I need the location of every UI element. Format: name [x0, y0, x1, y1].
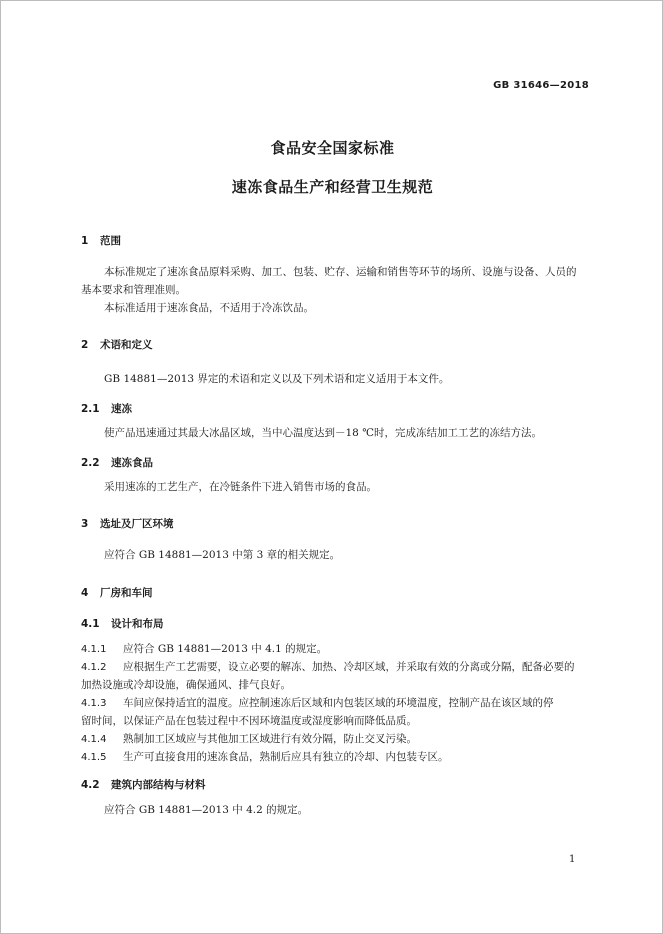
section-1-paragraph-1-cont: 基本要求和管理准则。: [81, 284, 186, 296]
section-2-2-heading: [81, 455, 153, 470]
section-title: 速冻食品: [111, 457, 153, 469]
clause-text: 车间应保持适宜的温度。应控制速冻后区域和内包装区域的环境温度，控制产品在该区域的停: [123, 697, 554, 709]
section-title: 速冻: [111, 403, 132, 415]
page-number: 1: [569, 854, 576, 865]
clause-4-1-3-cont: 留时间，以保证产品在包装过程中不因环境温度或湿度影响而降低品质。: [81, 715, 417, 727]
standard-number: GB 31646—2018: [493, 80, 589, 91]
section-number: 2: [81, 339, 89, 351]
clause-number: 4.1.4: [81, 734, 107, 745]
clause-4-1-4: [81, 731, 417, 746]
section-title: 术语和定义: [100, 339, 153, 351]
section-number: 4.2: [81, 779, 100, 791]
section-number: 4.1: [81, 618, 100, 630]
section-3-heading: [81, 516, 174, 531]
section-number: 1: [81, 235, 89, 247]
clause-4-1-3: [81, 695, 554, 710]
section-number: 2.1: [81, 403, 100, 415]
clause-4-1-1: [81, 641, 327, 656]
section-3-paragraph: 应符合 GB 14881—2013 中第 3 章的相关规定。: [104, 549, 341, 561]
section-title: 建筑内部结构与材料: [111, 779, 206, 791]
section-1-paragraph-2: 本标准适用于速冻食品，不适用于冷冻饮品。: [104, 302, 314, 314]
section-2-heading: [81, 337, 153, 352]
document-title-line1: 食品安全国家标准: [270, 139, 395, 157]
clause-text: 应根据生产工艺需要，设立必要的解冻、加热、冷却区域，并采取有效的分离或分隔，配备必要的: [123, 661, 575, 673]
section-4-2-paragraph: 应符合 GB 14881—2013 中 4.2 的规定。: [104, 804, 309, 816]
clause-number: 4.1.1: [81, 644, 107, 655]
section-title: 设计和布局: [111, 618, 164, 630]
clause-text: 生产可直接食用的速冻食品，熟制后应具有独立的冷却、内包装专区。: [123, 751, 449, 763]
clause-number: 4.1.5: [81, 752, 107, 763]
clause-text: 熟制加工区域应与其他加工区域进行有效分隔，防止交叉污染。: [123, 733, 417, 745]
section-title: 范围: [100, 235, 121, 247]
section-1-heading: [81, 233, 121, 248]
clause-4-1-2: [81, 659, 575, 674]
section-4-heading: [81, 585, 153, 600]
section-number: 3: [81, 518, 89, 530]
section-number: 2.2: [81, 457, 100, 469]
clause-4-1-2-cont: 加热设施或冷却设施，确保通风、排气良好。: [81, 679, 291, 691]
clause-number: 4.1.3: [81, 698, 107, 709]
section-2-1-heading: [81, 401, 132, 416]
section-2-2-paragraph: 采用速冻的工艺生产，在冷链条件下进入销售市场的食品。: [104, 481, 377, 493]
document-title-line2: 速冻食品生产和经营卫生规范: [231, 178, 434, 196]
clause-text: 应符合 GB 14881—2013 中 4.1 的规定。: [123, 643, 328, 655]
section-4-1-heading: [81, 616, 164, 631]
section-title: 选址及厂区环境: [100, 518, 174, 530]
section-2-paragraph: GB 14881—2013 界定的术语和定义以及下列术语和定义适用于本文件。: [104, 373, 450, 385]
section-2-1-paragraph: 使产品迅速通过其最大冰晶区域，当中心温度达到－18 ℃时，完成冻结加工工艺的冻结方法。: [104, 427, 542, 439]
section-title: 厂房和车间: [100, 587, 153, 599]
clause-number: 4.1.2: [81, 662, 107, 673]
section-4-2-heading: [81, 777, 206, 792]
clause-4-1-5: [81, 749, 449, 764]
section-number: 4: [81, 587, 89, 599]
section-1-paragraph-1: 本标准规定了速冻食品原料采购、加工、包装、贮存、运输和销售等环节的场所、设施与设备、人员的: [104, 266, 577, 278]
